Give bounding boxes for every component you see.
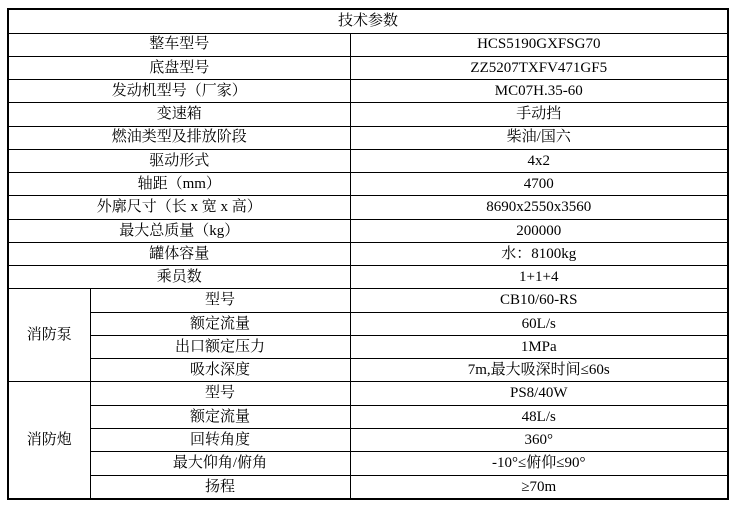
param-label: 额定流量	[90, 312, 350, 335]
table-row	[8, 429, 728, 452]
param-label: 变速箱	[8, 103, 350, 126]
table-row	[8, 173, 728, 196]
param-value: 360°	[350, 429, 728, 452]
param-value: 4x2	[350, 149, 728, 172]
param-label: 整车型号	[8, 33, 350, 56]
table-row	[8, 452, 728, 475]
param-label: 燃油类型及排放阶段	[8, 126, 350, 149]
table-row	[8, 475, 728, 499]
table-row	[8, 405, 728, 428]
param-label: 发动机型号（厂家）	[8, 80, 350, 103]
table-row	[8, 312, 728, 335]
table-row	[8, 382, 728, 405]
param-value: 60L/s	[350, 312, 728, 335]
table-row	[8, 266, 728, 289]
param-label: 型号	[90, 382, 350, 405]
param-value: 7m,最大吸深时间≤60s	[350, 359, 728, 382]
param-label: 吸水深度	[90, 359, 350, 382]
param-label: 型号	[90, 289, 350, 312]
param-label: 外廓尺寸（长 x 宽 x 高）	[8, 196, 350, 219]
param-value: MC07H.35-60	[350, 80, 728, 103]
param-label: 出口额定压力	[90, 335, 350, 358]
group-label-fire-monitor: 消防炮	[8, 382, 90, 499]
param-value: 柴油/国六	[350, 126, 728, 149]
table-row	[8, 56, 728, 79]
param-value: HCS5190GXFSG70	[350, 33, 728, 56]
param-value: 1+1+4	[350, 266, 728, 289]
table-row	[8, 335, 728, 358]
param-label: 罐体容量	[8, 242, 350, 265]
spec-table-container	[7, 8, 729, 500]
table-title: 技术参数	[8, 9, 728, 33]
param-value: PS8/40W	[350, 382, 728, 405]
param-label: 轴距（mm）	[8, 173, 350, 196]
param-label: 最大仰角/俯角	[90, 452, 350, 475]
param-label: 驱动形式	[8, 149, 350, 172]
table-row	[8, 196, 728, 219]
param-value: ZZ5207TXFV471GF5	[350, 56, 728, 79]
param-value: ≥70m	[350, 475, 728, 499]
table-row	[8, 359, 728, 382]
table-row	[8, 103, 728, 126]
table-row	[8, 219, 728, 242]
param-label: 回转角度	[90, 429, 350, 452]
param-value: -10°≤俯仰≤90°	[350, 452, 728, 475]
param-value: 8690x2550x3560	[350, 196, 728, 219]
table-row	[8, 80, 728, 103]
param-value: 4700	[350, 173, 728, 196]
param-value: CB10/60-RS	[350, 289, 728, 312]
group-label-fire-pump: 消防泵	[8, 289, 90, 382]
param-label: 最大总质量（kg）	[8, 219, 350, 242]
param-value: 200000	[350, 219, 728, 242]
param-label: 乘员数	[8, 266, 350, 289]
table-header-row	[8, 9, 728, 33]
param-value: 48L/s	[350, 405, 728, 428]
table-row	[8, 33, 728, 56]
table-row	[8, 126, 728, 149]
param-label: 底盘型号	[8, 56, 350, 79]
param-value: 手动挡	[350, 103, 728, 126]
table-row	[8, 289, 728, 312]
technical-parameters-table	[7, 8, 729, 500]
table-row	[8, 242, 728, 265]
param-label: 额定流量	[90, 405, 350, 428]
param-value: 1MPa	[350, 335, 728, 358]
param-label: 扬程	[90, 475, 350, 499]
param-value: 水：8100kg	[350, 242, 728, 265]
table-row	[8, 149, 728, 172]
